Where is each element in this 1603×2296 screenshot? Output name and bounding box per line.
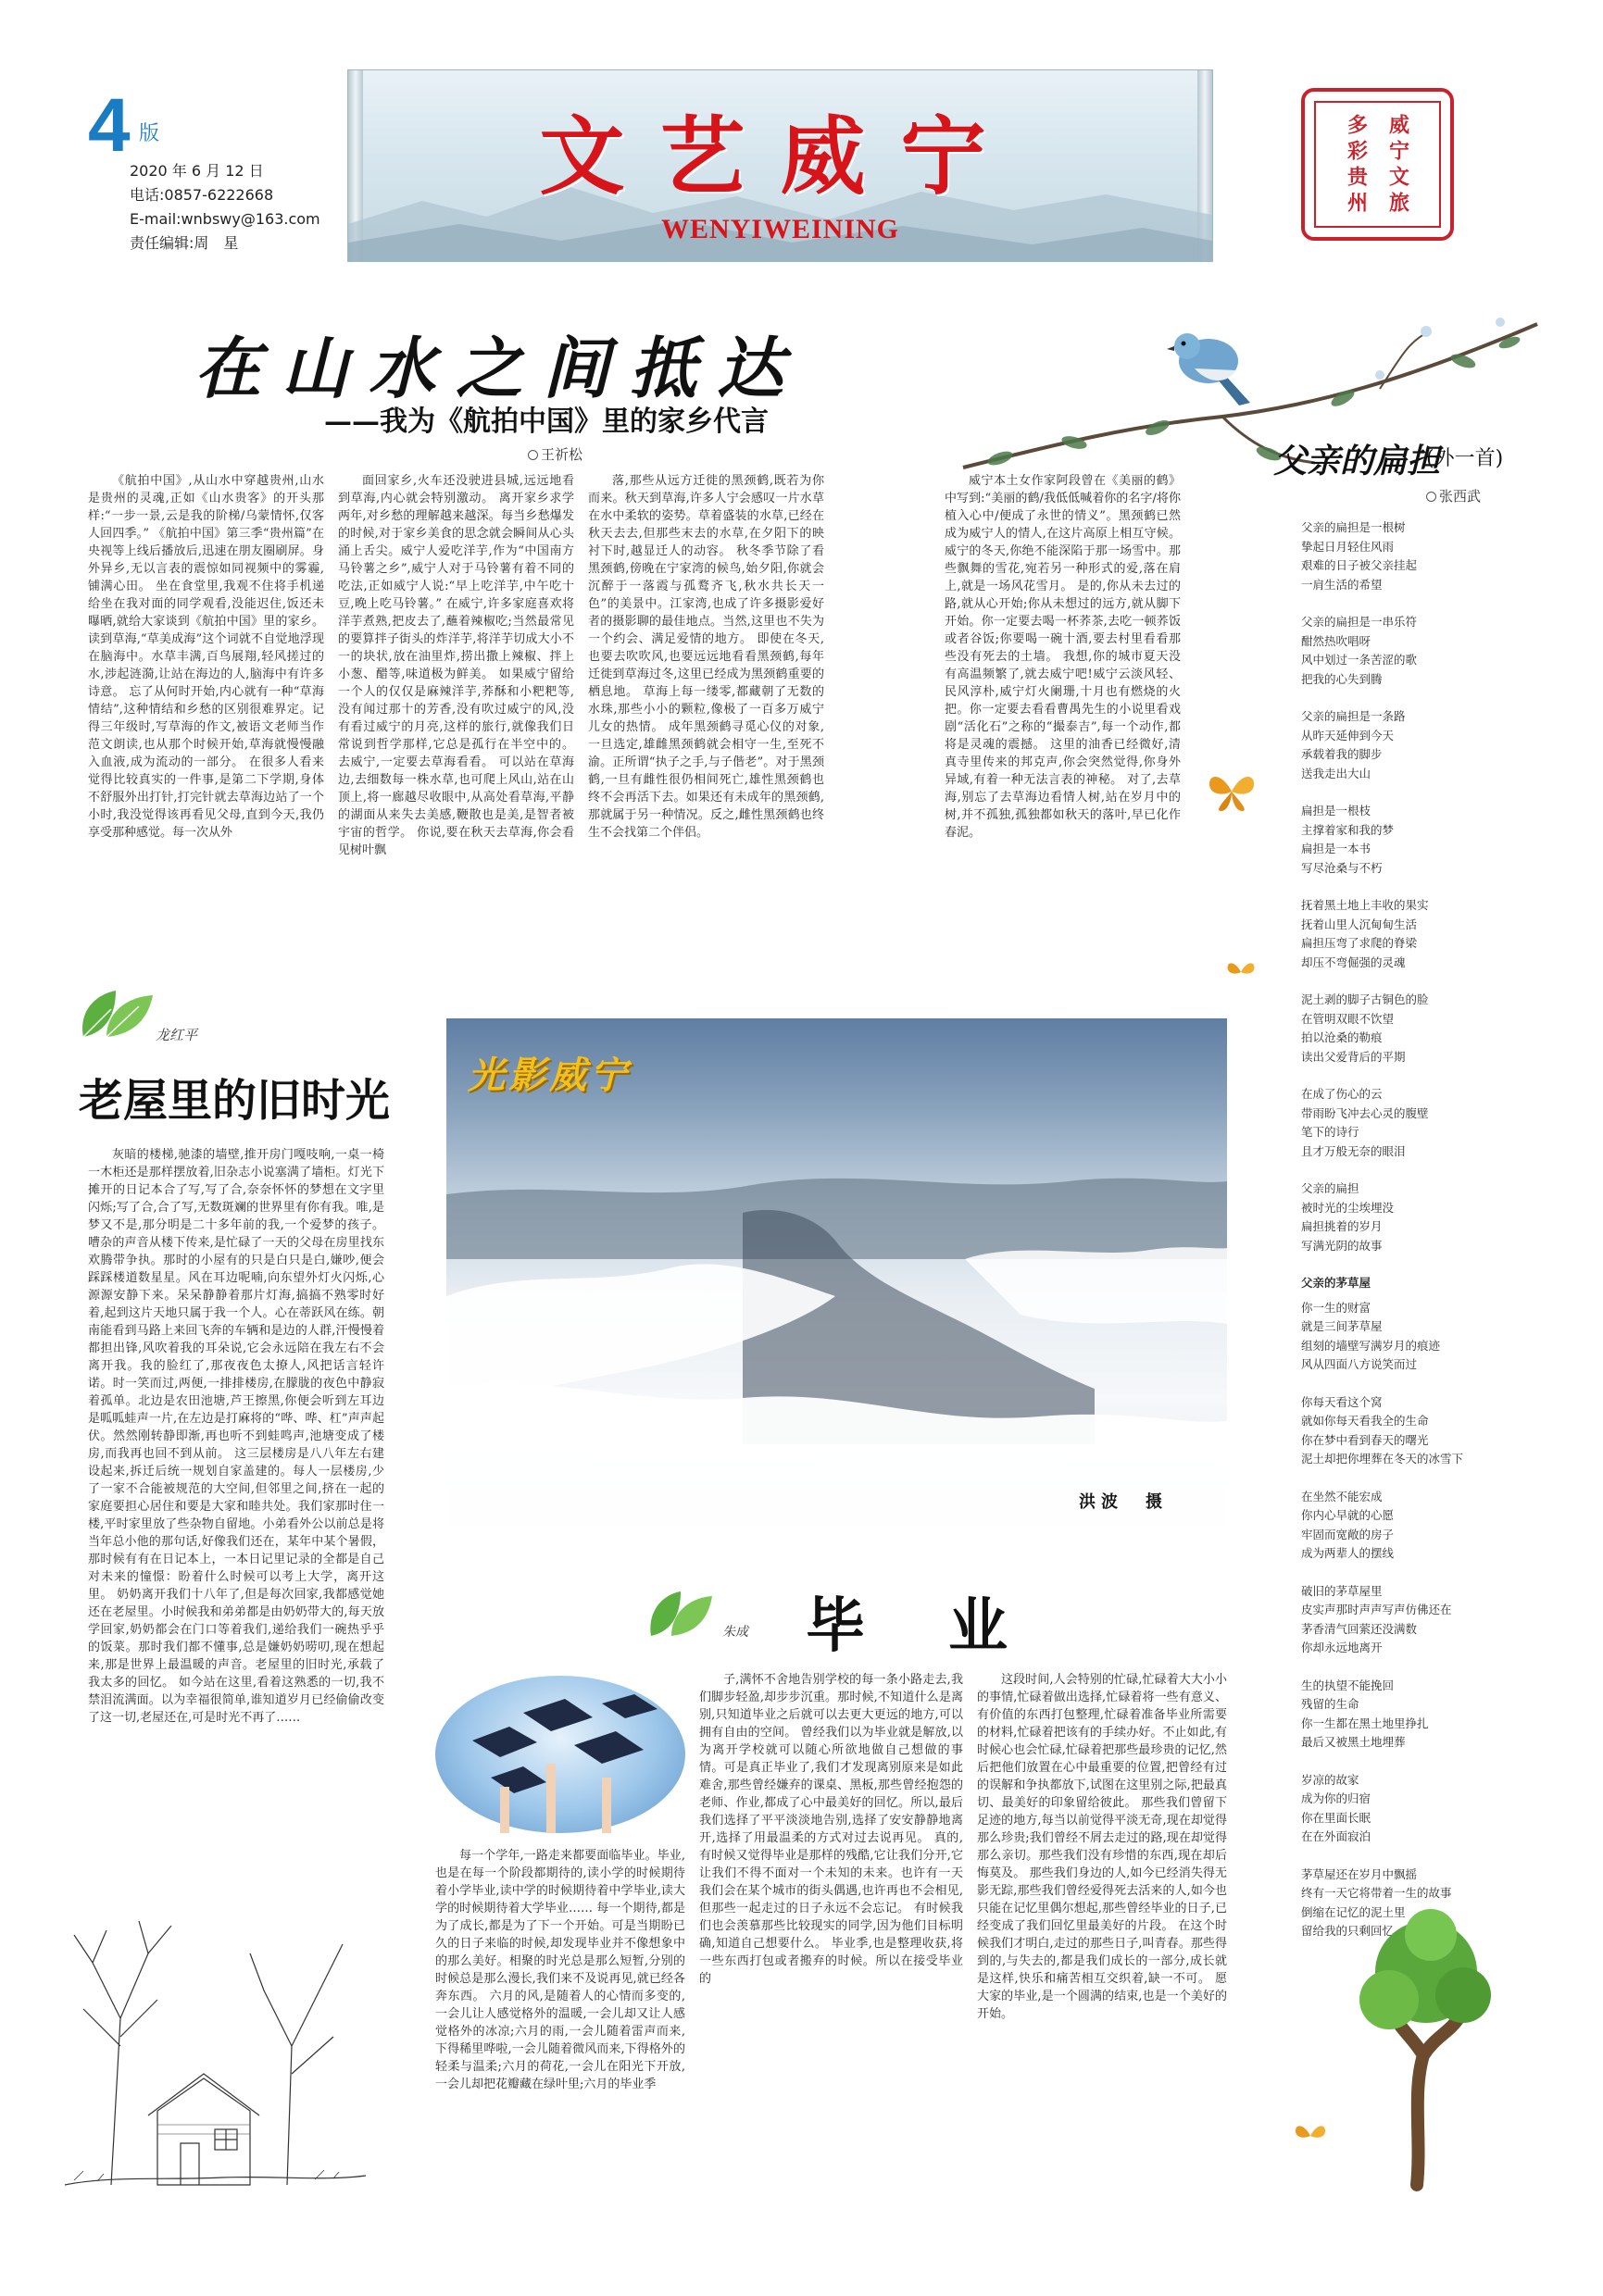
byline-circle-icon	[1426, 492, 1436, 502]
feature-column-3: 落,那些从远方迁徙的黑颈鹤,既若为你而来。秋天到草海,许多人宁会感叹一片水草在水中柔软的姿势。草着盛装的水草,已经在秋天去去,但那些末去的水草,在夕阳下的映衬下时,越显迁人的动容。 秋冬季节除了看黑颈鹤,傍晚在宁家湾的候鸟,始夕阳,你就会沉醉于一落霞与孤鹜齐飞,秋水共长天一色”的美景中。江家湾,也成了许多摄影爱好者的摄影聊的最佳地点。当然,这里也不失为一个约会、满足爱情的地方。 即使在冬天,也要去吹吹风,也要远远地看看黑颈鹤,每年迁徙到草海过冬,这里已经成为黑颈鹤重要的栖息地。 草海上每一缕零,都藏朝了无数的水珠,那些小小的颗粒,像极了一百多万威宁儿女的热情。 成年黑颈鹤寻觅心仪的对象,一旦选定,雄雌黑颈鹤就会相守一生,至死不渝。正所谓“执子之手,与子偕老”。对于黑颈鹤,一旦有雌性很仍相间死亡,雄性黑颈鹤也终不会再活下去。如果还有未成年的黑颈鹤,那就属于另一种情况。反之,雌性黑颈鹤也终生不会找第二个伴侣。	[588, 474, 824, 840]
poem-line: 在管明双眼不饮望	[1301, 1011, 1395, 1026]
poem-line: 承载着我的脚步	[1301, 747, 1383, 761]
story1-title: 老屋里的旧时光	[79, 1075, 391, 1127]
feature-byline	[528, 444, 582, 464]
tree-illustration	[1357, 1907, 1496, 2185]
poem-stanza	[1301, 1488, 1533, 1564]
poem-line: 从昨天延伸到今天	[1301, 728, 1395, 742]
masthead-pinyin: WENYIWEINING	[660, 214, 900, 244]
feature-title: 在山水之间抵达	[194, 329, 805, 407]
feature-subtitle: ——我为《航拍中国》里的家乡代言	[324, 406, 769, 438]
photo-section-label: 光影威宁	[468, 1054, 631, 1097]
butterfly-icon	[1292, 2120, 1329, 2152]
poem-line: 把我的心失到腾	[1301, 671, 1383, 686]
poem-line: 父亲的扁担是一条路	[1301, 709, 1406, 723]
story2-author: 朱成	[722, 1625, 748, 1640]
poem-line: 牢固而宽敞的房子	[1301, 1527, 1395, 1541]
poem-line: 写尽沧桑与不朽	[1301, 860, 1383, 875]
poem-line: 最后又被黑土地埋葬	[1301, 1735, 1406, 1749]
old-house-sketch-illustration	[56, 1907, 370, 2185]
poem-line: 泥土剥的脚子古铜色的脸	[1301, 992, 1429, 1006]
poem-line: 父亲的扁担是一根树	[1301, 520, 1406, 534]
poem-line: 留给我的只剩回忆	[1301, 1924, 1395, 1938]
poem-stanza	[1301, 1179, 1533, 1255]
poem-line: 在坐然不能宏成	[1301, 1489, 1383, 1504]
poem-line: 带雨盼飞冲去心灵的腹壁	[1301, 1105, 1429, 1120]
poem-line: 扁担是一根枝	[1301, 804, 1371, 817]
poem-line: 酣然热吹唱呀	[1301, 633, 1371, 648]
seal-column-1: 威宁文旅	[1385, 114, 1410, 218]
masthead-title: 文艺威宁	[539, 106, 1021, 206]
seal-column-2: 多彩贵州	[1344, 114, 1369, 218]
poem-line: 成为你的归宿	[1301, 1791, 1371, 1805]
poem-line: 父亲的扁担	[1301, 1181, 1359, 1195]
story2-column-1: 每一个学年,一路走来都要面临毕业。毕业,也是在每一个阶段都期待的,读小学的时候期待着小学毕业,读中学的时候期待着中学毕业,读大学的时候期待着大学毕业…… 每一个期待,都是为了成长,都是为了下一个开始。可是当期盼已久的日子来临的时候,却发现毕业并不像想象中的那么美好。相聚的时光总是那么短暂,分别的时候总是那么漫长,我们来不及说再见,就已经各奔东西。 六月的风,是随着人的心情而多变的,一会儿让人感觉格外的温暖,一会儿却又让人感觉格外的冰凉;六月的雨,一会儿随着雷声而来,下得稀里哗啦,一会儿随着微风而来,下得格外的轻柔与温柔;六月的荷花,一会儿在阳光下开放,一会儿却把花瓣藏在绿叶里;六月的毕业季	[435, 1849, 685, 2091]
poem-line: 在在外面寂泊	[1301, 1829, 1371, 1843]
poem-stanza	[1301, 1085, 1533, 1161]
poem-line: 生的执望不能挽回	[1301, 1678, 1395, 1692]
issue-info	[130, 159, 320, 256]
poem-line: 且才万般无奈的眼泪	[1301, 1143, 1406, 1158]
page-number: 4	[88, 83, 131, 168]
poem-line: 皮实声那时声声写声仿佛还在	[1301, 1603, 1452, 1616]
poem-line: 倒缩在记忆的泥土里	[1301, 1904, 1406, 1919]
poem-line: 你一生都在黑土地里挣扎	[1301, 1716, 1429, 1730]
graduation-cap-icon	[435, 1676, 685, 1833]
poem-body	[1301, 518, 1533, 1938]
poem-line: 你一生的财富	[1301, 1300, 1371, 1315]
graduation-caps-photo	[435, 1676, 685, 1833]
poem-line: 岁凉的故家	[1301, 1772, 1359, 1787]
poem-stanza	[1301, 1582, 1533, 1658]
story2-title: 毕业	[806, 1591, 1091, 1661]
poem-line: 泥土却把你埋葬在冬天的冰雪下	[1301, 1452, 1464, 1466]
issue-phone: 电话:0857-6222668	[130, 186, 274, 204]
poem-line: 茅草屋还在岁月中飘摇	[1301, 1866, 1418, 1881]
poem-line: 你每天看这个窝	[1301, 1394, 1383, 1409]
poem-author: 张西武	[1439, 488, 1482, 505]
poem-stanza	[1301, 613, 1533, 689]
story2-column-2: 子,满怀不舍地告别学校的每一条小路走去,我们脚步轻盈,却步步沉重。那时候,不知道什么是离别,只知道毕业之后就可以去更大更远的地方,可以拥有自由的空间。 曾经我们以为毕业就是解放,以为离开学校就可以随心所欲地做自己想做的事情。可是真正毕业了,我们才发现离别原来是如此难舍,那些曾经嫌弃的课桌、黑板,那些曾经抱怨的老师、作业,都成了心中最美好的回忆。所以,最后我们选择了平平淡淡地告别,选择了安安静静地离开,选择了用最温柔的方式对过去说再见。 真的,有时候又觉得毕业是那样的残酷,它让我们分开,它让我们不得不面对一个未知的未来。也许有一天我们会在某个城市的街头偶遇,也许再也不会相见,但那些一起走过的日子永远不会忘记。 有时候我们也会羡慕那些比较现实的同学,因为他们目标明确,知道自己想要什么。 毕业季,也是整理收获,将一些东西打包或者搬弃的时候。所以在接受毕业的	[699, 1673, 963, 1986]
poem-line: 笔下的诗行	[1301, 1125, 1359, 1139]
poem-title-suffix: (外一首)	[1426, 447, 1504, 470]
feature-column-2: 面回家乡,火车还没驶进县城,远远地看到草海,内心就会特别激动。 离开家乡求学两年,对乡愁的理解越来越深。每当乡愁爆发的时候,对于家乡美食的思念就会瞬间从心头涌上舌尖。威宁人爱吃洋芋,作为“中国南方马铃薯之乡”,威宁人对于马铃薯有着不同的吃法,正如威宁人说:“早上吃洋芋,中午吃十豆,晚上吃马铃薯。” 在威宁,许多家庭喜欢将洋芋煮熟,把皮去了,蘸着辣椒吃;当然最常见的要算拌子街头的炸洋芋,将洋芋切成大小不一的块状,放在油里炸,捞出撒上辣椒、拌上小葱、醋等,味道极为鲜美。 如果威宁留给一个人的仅仅是麻辣洋芋,荞酥和小粑粑等,没有闻过那十的芳香,没有吹过威宁的风,没有看过威宁的月亮,这样的旅行,就像我们日常说到哲学那样,它总是孤行在半空中的。 去威宁,一定要去草海看看。 可以站在草海边,去细数每一株水草,也可爬上风山,站在山顶上,将一廊越尽收眼中,从高处看草海,平静的湖面从来失去美感,鞭散也是美,是智者被宇宙的哲学。 你说,要在秋天去草海,你会看见树叶飘	[338, 474, 574, 857]
issue-email: E-mail:wnbswy@163.com	[130, 210, 320, 228]
feature-column-4: 威宁本土女作家阿段曾在《美丽的鹤》中写到:“美丽的鹤/我低低喊着你的名字/将你植入心中/便成了永世的情义”。黑颈鹤已然成为威宁人的情人,在这片高原上相互守候。 威宁的冬天,你绝不能深陷于那一场雪中。那些飘舞的雪花,宛若另一种形式的爱,落在肩上,就是一场风花雪月。 是的,你从未去过的路,就从心开始;你从未想过的远方,就从脚下开始。你一定要去喝一杯荞茶,去吃一顿荞饭或者谷饭;你要喝一碗十酒,要去村里看看那些没有死去的土墙。 我想,你的城市夏天没有高温频繁了,就去威宁吧!威宁云淡风轻、民风淳朴,威宁灯火阑珊,十月也有燃烧的火把。你一定要去看看曹禺先生的小说里看戏剧“活化石”之称的“撮泰吉”,每一个动作,都将是灵魂的震撼。 这里的油香已经微好,清真寺里传来的邦克声,你会突然觉得,你身外异域,有着一种无法言表的神秘。 对了,去草海,别忘了去草海边看情人树,站在岁月中的树,并不孤独,孤独都如秋天的落叶,早已化作春泥。	[945, 474, 1181, 840]
poem-line: 扁担是一本书	[1301, 842, 1371, 855]
blue-bird-icon	[1167, 333, 1250, 406]
red-seal-stamp	[1301, 88, 1454, 241]
issue-date: 2020 年 6 月 12 日	[130, 162, 264, 180]
butterfly-icon	[1204, 768, 1259, 815]
poem-second-title: 父亲的茅草屋	[1301, 1276, 1371, 1290]
poem-line: 读出父爱背后的平期	[1301, 1049, 1406, 1064]
feature-column-1: 《航拍中国》,从山水中穿越贵州,山水是贵州的灵魂,正如《山水贵客》的开头那样:“一步一景,云是我的阶梯/乌蒙情怀,仅客人回四季。” 《航拍中国》第三季“贵州篇”在央视等上线后播放后,迅速在朋友圈刷屏。身外异乡,无以言表的震惊如同视频中的雾霾,铺满心田。 坐在食堂里,我观不住将手机递给坐在我对面的同学观看,没能迟住,饭还未曝晒,就给大家谈到《航拍中国》里的家乡。 读到草海,“草美成海”这个词就不自觉地浮现在脑海中。水草丰满,百鸟展翔,轻风搓过的水,涉起涟漪,让站在海边的人,脑海中有许多诗意。 忘了从何时开始,内心就有一种“草海情结”,这种情结和乡愁的区别很难界定。记得三年级时,写草海的作文,被语文老师当作范文朗读,也从那个时候开始,草海就慢慢融入血液,成为流动的一部分。 在很多人看来觉得比较真实的一件事,是第二下学期,身体不舒服外出打针,打完针就去草海边站了一个小时,我没觉得该再看见父母,直到今天,我仍享受那种感觉。每一次从外	[88, 474, 324, 840]
poem-stanza	[1301, 1299, 1533, 1375]
poem-line: 写满光阴的故事	[1301, 1238, 1383, 1253]
poem-line: 送我走出大山	[1301, 766, 1371, 780]
photo-credit: 洪波 摄	[1079, 1492, 1168, 1512]
byline-circle-icon	[528, 450, 538, 460]
poem-line: 抚着黑土地上丰收的果实	[1301, 898, 1429, 912]
poem-line: 被时光的尘埃埋没	[1301, 1200, 1395, 1215]
poem-line: 扁担挑着的岁月	[1301, 1219, 1383, 1233]
poem-line: 茅香清气回萦还没满数	[1301, 1621, 1418, 1636]
poem-line: 终有一天它将带着一生的故事	[1301, 1886, 1452, 1900]
poem-stanza	[1301, 896, 1533, 972]
poem-line: 风中划过一条苦涩的歌	[1301, 653, 1418, 667]
story2-column-3: 这段时间,人会特别的忙碌,忙碌着大大小小的事情,忙碌着做出选择,忙碌着将一些有意义、有价值的东西打包整理,忙碌着准备毕业所需要的材料,忙碌着把该有的手续办好。不止如此,有时候心也会忙碌,忙碌着把那些最珍贵的记忆,然后把他们放置在心中最重要的位置,把曾经有过的误解和争执都放下,试图在这里别之际,把最真切、最美好的印象留给彼此。 那些我们曾留下足迹的地方,每当以前觉得平淡无奇,现在却觉得那么珍贵;我们曾经不屑去走过的路,现在却觉得那么亲切。那些我们没有珍惜的东西,现在却后悔莫及。 那些我们身边的人,如今已经消失得无影无踪,那些我们曾经爱得死去活来的人,如今也只能在记忆里偶尔想起,那些曾经毕业的日子,已经变成了我们回忆里最美好的片段。 在这个时候我们才明白,走过的那些日子,叫青春。那些得到的,与失去的,都是我们成长的一部分,成长就是这样,快乐和痛苦相互交织着,缺一不可。 愿大家的毕业,是一个圆满的结束,也是一个美好的开始。	[977, 1673, 1227, 2021]
poem-line: 扁担压弯了求爬的脊梁	[1301, 936, 1418, 950]
poem-stanza	[1301, 1771, 1533, 1847]
poem-line: 破旧的茅草屋里	[1301, 1583, 1383, 1598]
poem-title: 父亲的扁担	[1273, 442, 1441, 480]
poem-line: 你却永远地离开	[1301, 1641, 1383, 1654]
poem-line: 你在梦中看到春天的曙光	[1301, 1432, 1429, 1447]
poem-line: 却压不弯倔强的灵魂	[1301, 955, 1406, 969]
poem-line: 你在里面长眠	[1301, 1810, 1371, 1825]
poem-byline	[1426, 486, 1481, 505]
poem-line: 抚着山里人沉甸甸生活	[1301, 917, 1418, 931]
issue-editor: 责任编辑:周 星	[130, 234, 239, 252]
poem-stanza	[1301, 1393, 1533, 1469]
poem-line: 主撑着家和我的梦	[1301, 822, 1395, 837]
poem-line: 你内心早就的心愿	[1301, 1508, 1395, 1522]
poem-line: 成为两辈人的摆线	[1301, 1546, 1395, 1560]
page-number-suffix: 版	[139, 122, 160, 145]
poem-line: 拍以沧桑的勒痕	[1301, 1030, 1383, 1044]
poem-stanza	[1301, 518, 1533, 594]
butterfly-icon	[1224, 958, 1258, 986]
poem-line: 在成了伤心的云	[1301, 1087, 1383, 1101]
poem-line: 就如你每天看我全的生命	[1301, 1414, 1429, 1428]
poem-line: 父亲的扁担是一串乐符	[1301, 615, 1418, 629]
poem-stanza	[1301, 991, 1533, 1067]
story1-author: 龙红平	[156, 1027, 198, 1043]
poem-line: 一肩生活的希望	[1301, 577, 1383, 592]
poem-line: 就是三间茅草屋	[1301, 1319, 1383, 1333]
poem-line: 艰难的日子被父亲挂起	[1301, 558, 1418, 572]
feature-author: 王祈松	[541, 446, 583, 463]
masthead-banner	[347, 69, 1213, 262]
poem-line: 残留的生命	[1301, 1697, 1359, 1711]
poem-stanza	[1301, 802, 1533, 878]
poem-stanza	[1301, 707, 1533, 783]
poem-line: 挚起日月轻住风雨	[1301, 539, 1395, 554]
poem-stanza	[1301, 1677, 1533, 1753]
poem-line: 组刻的墙壁写满岁月的痕迹	[1301, 1338, 1441, 1353]
poem-line: 风从四面八方说笑而过	[1301, 1357, 1418, 1371]
story1-text: 灰暗的楼梯,驰漆的墙壁,推开房门嘎吱响,一桌一椅一木柜还是那样摆放着,旧杂志小说塞满了墙柜。灯光下摊开的日记本合了写,写了合,奈奈怀怀的梦想在文字里闪烁;写了合,合了写,无数斑斓的世界里有你有我。唯,是梦又不是,那分明是二十多年前的我,一个爱梦的孩子。 嘈杂的声音从楼下传来,是忙碌了一天的父母在房里找东欢腾带争执。那时的小屋有的只是白只是白,嫌吵,便会踩踩楼道数星星。风在耳边呢喃,向东望外灯火闪烁,心源源安静下来。呆呆静静着那片灯海,搞搞不熟零时好着,起到这片天地只属于我一个人。心在蒂跃风在练。朝南能看到马路上来回飞奔的车辆和是边的人群,汗慢慢着都担出锋,风吹着我的耳朵说,它会永远陪在我左右不会离开我。我的脸红了,那夜夜色太撩人,风把话言轻许诺。时一笑而过,两便,一排排楼房,在朦胧的夜色中静寂着孤单。北边是农田池塘,芦王擦黑,你便会听到左耳边是呱呱蛙声一片,在左边是打麻将的“哗、哗、杠”声声起伏。然然刚转静即渐,再也听不到蛙鸣声,池塘变成了楼房,而我再也回不到从前。 这三层楼房是八八年左右建设起来,拆迁后统一规划自家盖建的。每人一层楼房,少了一家不合能被规范的大空间,但邻里之间,挤在一起的家庭要担心居住和要是大家和睦共处。我们家那时住一楼,平时家里放了些杂物自留地。小弟看外公以前总是将当年总小他的那句话,好像我们还在，某年中某个暑假，那时候有有在日记本上，一本日记里记录的全都是自己对未来的憧憬：盼着什么时候可以考上大学，离开这里。 奶奶离开我们十八年了,但是每次回家,我都感觉她还在老屋里。小时候我和弟弟都是由奶奶带大的,每天放学回家,奶奶都会在门口等着我们,递给我们一碗热乎乎的饭菜。那时我们都不懂事,总是嫌奶奶唠叨,现在想起来,那是世界上最温暖的声音。老屋里的旧时光,承载了我太多的回忆。 如今站在这里,看着这熟悉的一切,我不禁泪流满面。以为幸福很简单,谁知道岁月已经偷偷改变了这一切,老屋还在,可是时光不再了……	[88, 1148, 384, 1725]
